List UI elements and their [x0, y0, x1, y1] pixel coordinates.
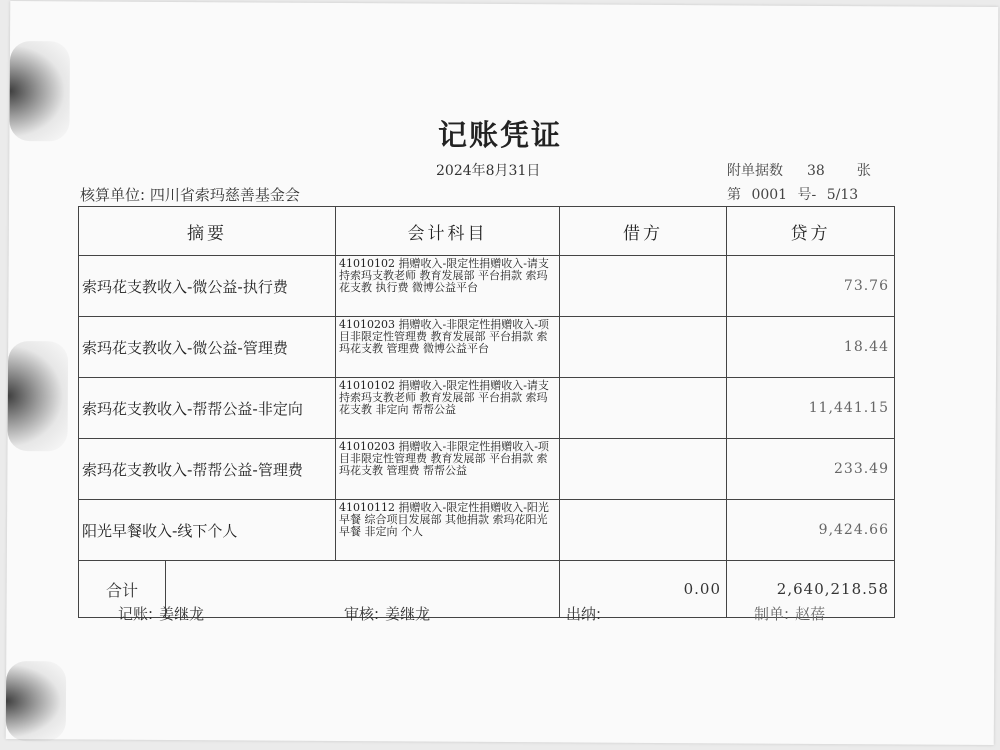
- attachments-label: 附单据数: [727, 163, 783, 179]
- table-row: [79, 439, 895, 500]
- accounting-unit-name: 四川省索玛慈善基金会: [149, 186, 300, 204]
- row-account: 41010102 捐赠收入-限定性捐赠收入-请支持索玛支教老师 教育发展部 平台捐款 索玛花支教 非定向 帮帮公益: [336, 378, 560, 439]
- voucher-date: 2024年8月31日: [436, 163, 541, 179]
- row-account: 41010112 捐赠收入-限定性捐赠收入-阳光早餐 综合项目发展部 其他捐款 索玛花阳光早餐 非定向 个人: [336, 500, 560, 561]
- row-summary: 索玛花支教收入-帮帮公益-非定向: [79, 378, 336, 439]
- attachments-count: [727, 160, 871, 180]
- row-credit: 18.44: [727, 317, 895, 378]
- row-debit: [560, 500, 727, 561]
- scan-smudge: [8, 341, 69, 451]
- header-account: 会计科目: [336, 207, 560, 256]
- total-debit: 0.00: [560, 561, 727, 618]
- row-summary: 索玛花支教收入-帮帮公益-管理费: [79, 439, 336, 500]
- total-credit: 2,640,218.58: [727, 561, 895, 618]
- reviewer-label: 审核:: [344, 605, 380, 623]
- row-debit: [560, 378, 727, 439]
- table-row: [79, 317, 895, 378]
- row-account: 41010203 捐赠收入-非限定性捐赠收入-项目非限定性管理费 教育发展部 平台捐款 索玛花支教 管理费 微博公益平台: [336, 317, 560, 378]
- reviewer-name: 姜继龙: [385, 605, 431, 623]
- attachments-number: 38: [807, 163, 825, 179]
- voucher-title: 记账凭证: [437, 118, 562, 152]
- row-summary: 索玛花支教收入-微公益-管理费: [79, 317, 336, 378]
- bookkeeper-label: 记账:: [118, 605, 154, 623]
- header-credit: 贷方: [727, 207, 895, 256]
- table-row: [79, 500, 895, 561]
- total-label: 合计: [79, 561, 166, 617]
- row-debit: [560, 317, 727, 378]
- bookkeeper-name: 姜继龙: [159, 605, 205, 623]
- row-account: 41010102 捐赠收入-限定性捐赠收入-请支持索玛支教老师 教育发展部 平台捐款 索玛花支教 执行费 微博公益平台: [336, 256, 560, 317]
- cashier-label: 出纳:: [566, 605, 602, 623]
- voucher-number-prefix: 第: [727, 187, 741, 203]
- voucher-page: 5/13: [826, 187, 859, 203]
- attachments-unit: 张: [856, 163, 871, 179]
- accounting-unit: [80, 184, 300, 205]
- scan-smudge: [6, 661, 66, 741]
- signature-bookkeeper: [118, 603, 204, 624]
- row-credit: 11,441.15: [727, 378, 895, 439]
- header-summary: 摘要: [79, 207, 336, 256]
- row-debit: [560, 256, 727, 317]
- voucher-table: [78, 206, 895, 618]
- voucher-number-value: 0001: [751, 187, 788, 203]
- preparer-label: 制单:: [754, 605, 790, 623]
- row-credit: 73.76: [727, 256, 895, 317]
- row-summary: 阳光早餐收入-线下个人: [79, 500, 336, 561]
- signature-cashier: [566, 603, 607, 624]
- table-row: [79, 378, 895, 439]
- row-account: 41010203 捐赠收入-非限定性捐赠收入-项目非限定性管理费 教育发展部 平台捐款 索玛花支教 管理费 帮帮公益: [336, 439, 560, 500]
- row-summary: 索玛花支教收入-微公益-执行费: [79, 256, 336, 317]
- accounting-unit-label: 核算单位:: [80, 186, 146, 204]
- row-credit: 233.49: [727, 439, 895, 500]
- voucher-number-suffix: 号-: [797, 187, 817, 203]
- voucher-number: [727, 184, 864, 204]
- header-debit: 借方: [560, 207, 727, 256]
- row-credit: 9,424.66: [727, 500, 895, 561]
- row-debit: [560, 439, 727, 500]
- table-row: [79, 256, 895, 317]
- preparer-name: 赵蓓: [795, 605, 826, 623]
- table-header-row: [79, 207, 895, 256]
- signature-preparer: [754, 603, 825, 624]
- signature-reviewer: [344, 603, 430, 624]
